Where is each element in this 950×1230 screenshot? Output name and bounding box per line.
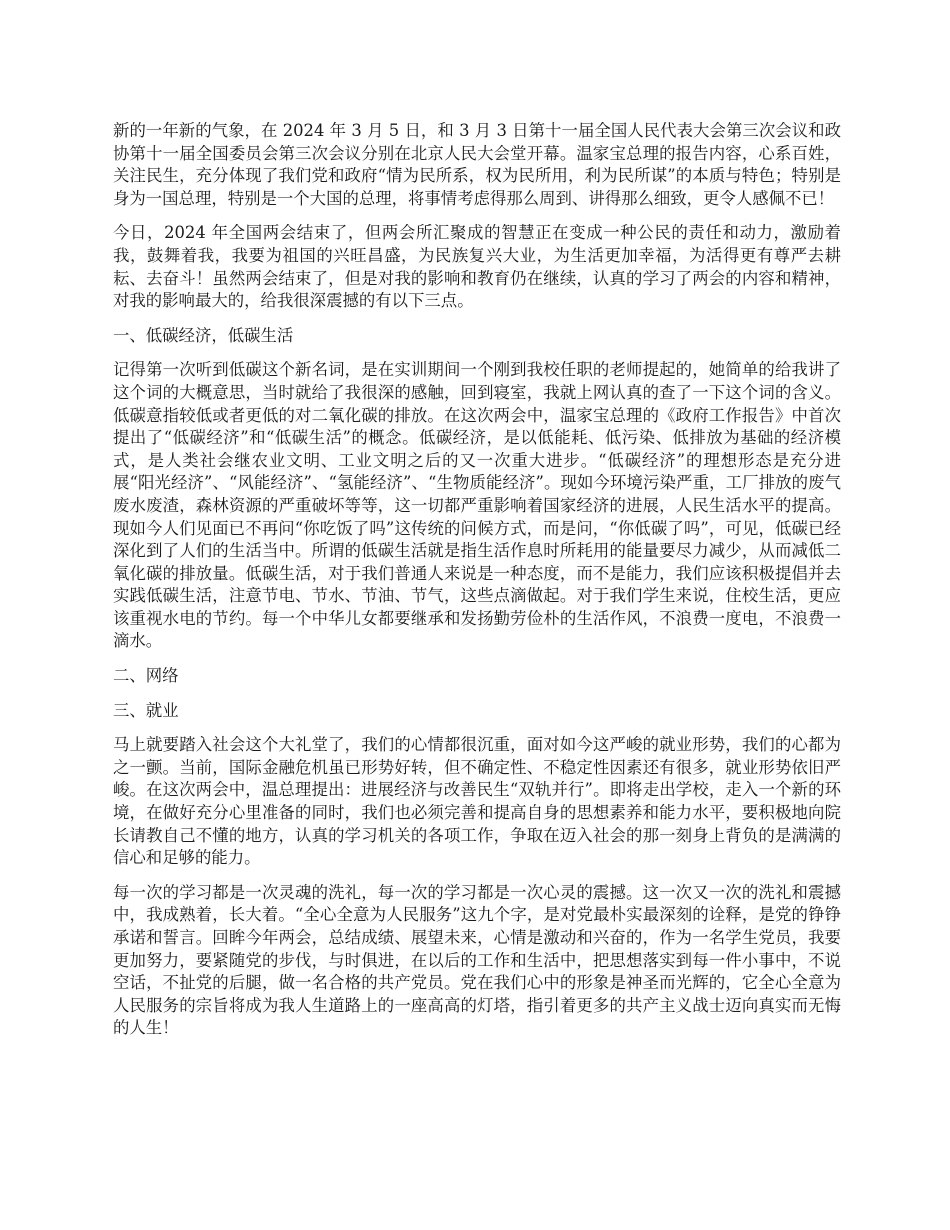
heading-low-carbon: 一、低碳经济，低碳生活 [113, 325, 294, 345]
paragraph-employment: 马上就要踏入社会这个大礼堂了，我们的心情都很沉重，面对如今这严峻的就业形势，我们的心都为之一颤。当前，国际金融危机虽已形势好转，但不确定性、不稳定性因素还有很多，就业形势依旧严峻。在这次两会中，温总理提出：进展经济与改善民生“双轨并行”。即将走出学校，走入一个新的环境，在做好充分心里准备的同时，我们也必须完善和提高自身的思想素养和能力水平，要积极地向院长请教自己不懂的地方，认真的学习机关的各项工作，争取在迈入社会的那一刻身上背负的是满满的信心和足够的能力。 [113, 735, 841, 868]
heading-network: 二、网络 [113, 666, 179, 686]
paragraph-intro: 新的一年新的气象，在 2024 年 3 月 5 日，和 3 月 3 日第十一届全国人民代表大会第三次会议和政协第十一届全国委员会第三次会议分别在北京人民大会堂开幕。温家宝总理的报告内容，心系百姓，关注民生，充分体现了我们党和政府“情为民所系，权为民所用，利为民所谋”的本质与特色；特别是身为一国总理，特别是一个大国的总理，将事情考虑得那么周到、讲得那么细致，更令人感佩不已！ [113, 121, 841, 208]
document-body [113, 120, 841, 1052]
paragraph-low-carbon: 记得第一次听到低碳这个新名词，是在实训期间一个刚到我校任职的老师提起的，她简单的给我讲了这个词的大概意思，当时就给了我很深的感触，回到寝室，我就上网认真的查了一下这个词的含义。低碳意指较低或者更低的对二氧化碳的排放。在这次两会中，温家宝总理的《政府工作报告》中首次提出了“低碳经济”和“低碳生活”的概念。低碳经济，是以低能耗、低污染、低排放为基础的经济模式，是人类社会继农业文明、工业文明之后的又一次重大进步。“低碳经济”的理想形态是充分进展“阳光经济”、“风能经济”、“氢能经济”、“生物质能经济”。现如今环境污染严重，工厂排放的废气废水废渣，森林资源的严重破坏等等，这一切都严重影响着国家经济的进展，人民生活水平的提高。现如今人们见面已不再问“你吃饭了吗”这传统的问候方式，而是问，“你低碳了吗”，可见，低碳已经深化到了人们的生活当中。所谓的低碳生活就是指生活作息时所耗用的能量要尽力减少，从而减低二氧化碳的排放量。低碳生活，对于我们普通人来说是一种态度，而不是能力，我们应该积极提倡并去实践低碳生活，注意节电、节水、节油、节气，这些点滴做起。对于我们学生来说，住校生活，更应该重视水电的节约。每一个中华儿女都要继承和发扬勤劳俭朴的生活作风，不浪费一度电，不浪费一滴水。 [113, 360, 841, 651]
heading-employment: 三、就业 [113, 700, 179, 720]
paragraph-summary: 今日，2024 年全国两会结束了，但两会所汇聚成的智慧正在变成一种公民的责任和动力，激励着我，鼓舞着我，我要为祖国的兴旺昌盛，为民族复兴大业，为生活更加幸福，为活得更有尊严去耕耘、去奋斗！虽然两会结束了，但是对我的影响和教育仍在继续，认真的学习了两会的内容和精神，对我的影响最大的，给我很深震撼的有以下三点。 [113, 223, 841, 311]
paragraph-conclusion: 每一次的学习都是一次灵魂的洗礼，每一次的学习都是一次心灵的震撼。这一次又一次的洗礼和震撼中，我成熟着，长大着。“全心全意为人民服务”这九个字，是对党最朴实最深刻的诠释，是党的铮铮承诺和誓言。回眸今年两会，总结成绩、展望未来，心情是激动和兴奋的，作为一名学生党员，我要更加努力，要紧随党的步伐，与时俱进，在以后的工作和生活中，把思想落实到每一件小事中，不说空话，不扯党的后腿，做一名合格的共产党员。党在我们心中的形象是神圣而光辉的，它全心全意为人民服务的宗旨将成为我人生道路上的一座高高的灯塔，指引着更多的共产主义战士迈向真实而无悔的人生！ [113, 882, 841, 1038]
